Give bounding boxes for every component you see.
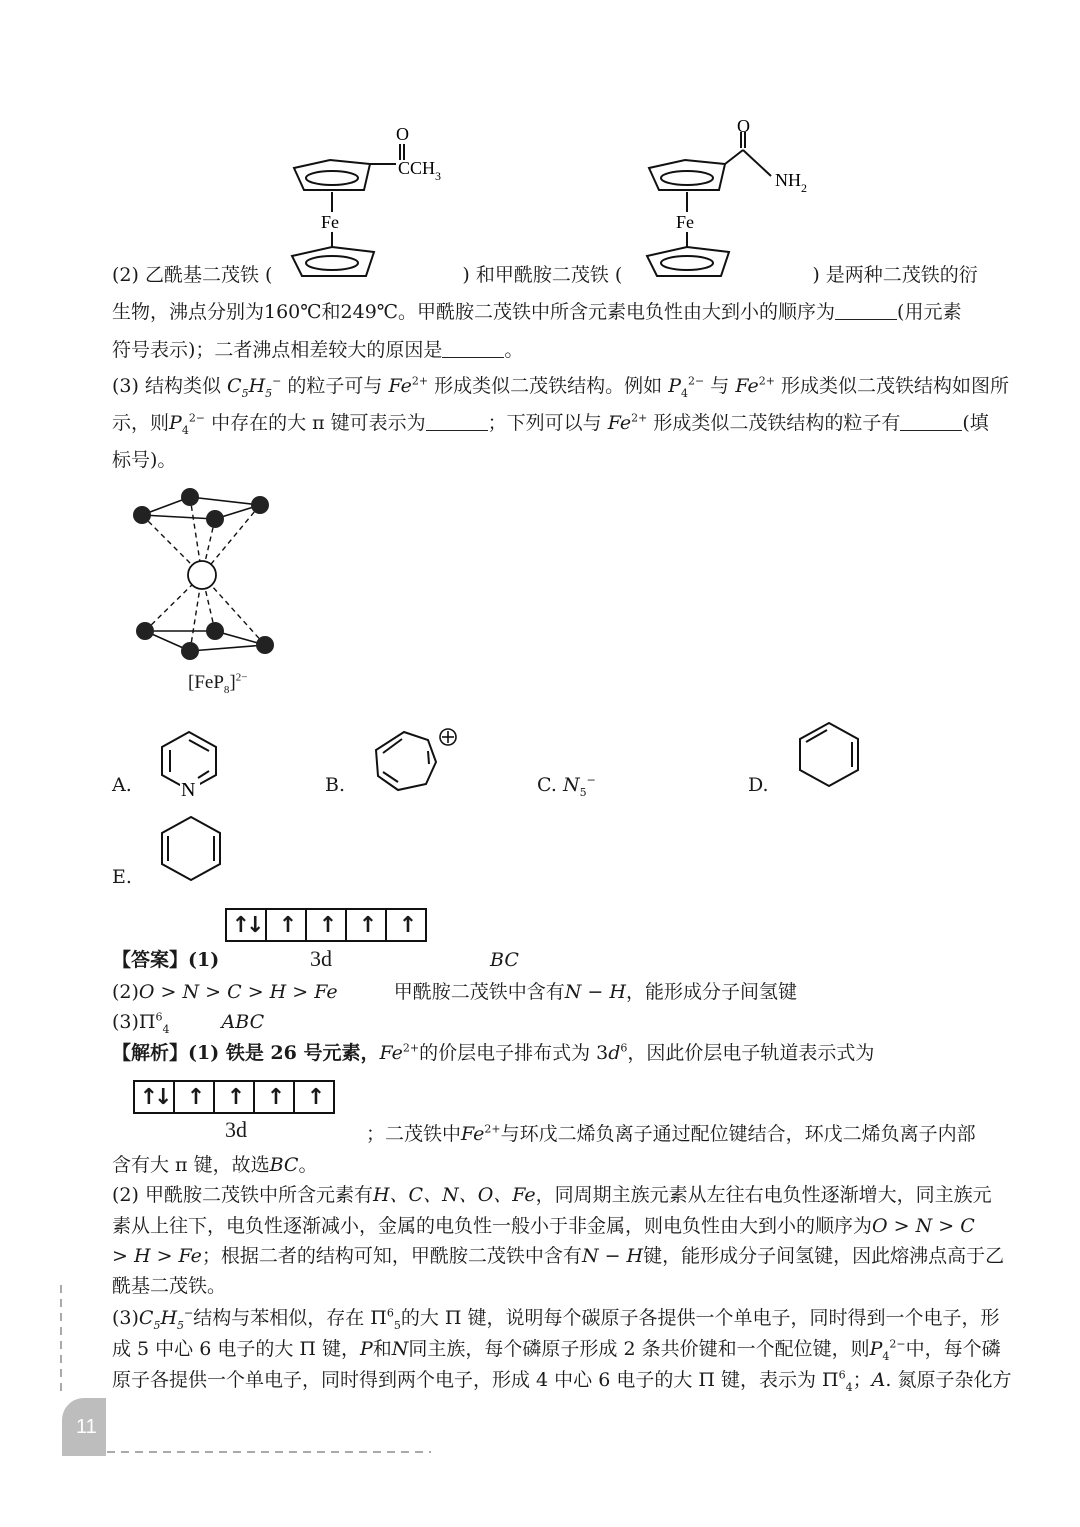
analysis-p2-line-3: > H > Fe；根据二者的结构可知，甲酰胺二茂铁中含有N − H键，能形成分子间氢键，因此熔沸点高于乙 bbox=[112, 1245, 1005, 1267]
answer-blank bbox=[835, 301, 897, 320]
pyridine-n-label: N bbox=[181, 779, 196, 800]
svg-text:CCH3: $CCH_3$ bbox=[398, 158, 442, 183]
analysis-p3-line-2: 成 5 中心 6 电子的大 Π 键，P和N同主族，每个磷原子形成 2 条共价键和一个配位键，则$P_4^{2-}$中，每个磷 bbox=[112, 1337, 1001, 1363]
answer-line-3: $(3)\Pi^6_4$ ABC bbox=[112, 1010, 265, 1036]
option-c: C. $N_5^-$ bbox=[537, 773, 596, 799]
option-a-pyridine bbox=[158, 728, 224, 800]
page-corner-dashed-border bbox=[55, 1285, 435, 1465]
analysis-orbital-diagram bbox=[133, 1080, 335, 1114]
answer-orbital-label: 3d bbox=[310, 946, 332, 971]
analysis-p2-line-1: (2) 甲酰胺二茂铁中所含元素有H、C、N、O、Fe，同周期主族元素从左往右电负性逐渐增大，同主族元 bbox=[112, 1184, 992, 1206]
fep8-sandwich-figure bbox=[120, 485, 290, 660]
page-number: 11 bbox=[76, 1416, 97, 1438]
svg-text:NH2: $NH_2$ bbox=[775, 170, 807, 195]
option-b-tropylium bbox=[368, 726, 464, 798]
answer-orbital-diagram bbox=[225, 908, 427, 942]
option-d-cyclohexadiene bbox=[796, 720, 866, 790]
analysis-p3-line-3: 原子各提供一个单电子，同时得到两个电子，形成 4 中心 6 电子的大 Π 键，表示为 $\Pi^6_4$；A. 氮原子杂化方 bbox=[112, 1368, 1012, 1394]
analysis-p2-line-4: 酰基二茂铁。 bbox=[112, 1275, 227, 1297]
q3-line-2: 示，则$P_4^{2-}$ 中存在的大 π 键可表示为 ；下列可以与 $Fe^{2+}$ 形成类似二茂铁结构的粒子有 (填 bbox=[112, 411, 989, 437]
orbital-box: ↑ bbox=[255, 1082, 295, 1112]
answer-line-1: 【答案】(1) bbox=[112, 949, 220, 971]
orbital-box: ↑ bbox=[307, 910, 347, 940]
orbital-box: ↑ bbox=[398, 912, 414, 938]
q2-line-1: (2) 乙酰基二茂铁 ( ) 和甲酰胺二茂铁 ( ) 是两种二茂铁的衍 bbox=[112, 264, 978, 286]
formamide-fe-label: Fe bbox=[676, 212, 694, 232]
orbital-box: ↑↓ bbox=[227, 910, 267, 940]
option-a-label: A. bbox=[112, 774, 132, 796]
q2-line-2: 生物，沸点分别为160℃和249℃。甲酰胺二茂铁中所含元素电负性由大到小的顺序为 (用元素 bbox=[112, 301, 962, 323]
orbital-box: ↑ bbox=[267, 910, 307, 940]
orbital-box: ↑↓ bbox=[135, 1082, 175, 1112]
analysis-line-2: ；二茂铁中$Fe^{2+}$与环戊二烯负离子通过配位键结合，环戊二烯负离子内部 bbox=[366, 1122, 976, 1145]
orbital-box: ↑ bbox=[306, 1084, 322, 1110]
analysis-p2-line-2: 素从上往下，电负性逐渐减小，金属的电负性一般小于非金属，则电负性由大到小的顺序为O > N > C bbox=[112, 1215, 975, 1237]
q3-line-1: (3) 结构类似 $C_5H_5^-$ 的粒子可与 $Fe^{2+}$ 形成类似二茂铁结构。例如 $P_4^{2-}$ 与 $Fe^{2+}$ 形成类似二茂铁结构如图所 bbox=[112, 374, 1009, 400]
option-e-cyclohexadiene bbox=[158, 814, 228, 884]
orbital-box: ↑ bbox=[175, 1082, 215, 1112]
answer-blank bbox=[900, 412, 962, 431]
option-d-label: D. bbox=[748, 774, 769, 796]
option-e-label: E. bbox=[112, 866, 132, 888]
analysis-line-1: 【解析】(1) 铁是 26 号元素，$Fe^{2+}$的价层电子排布式为 $3d^6$，因此价层电子轨道表示式为 bbox=[112, 1041, 875, 1064]
orbital-box: ↑ bbox=[215, 1082, 255, 1112]
analysis-orbital-label: 3d bbox=[225, 1117, 247, 1142]
answer-blank bbox=[426, 412, 488, 431]
analysis-line-3: 含有大 π 键，故选BC。 bbox=[112, 1154, 318, 1176]
analysis-p3-line-1: $(3)C_5H_5^-$结构与苯相似，存在 $\Pi^6_5$的大 Π 键，说明每个碳原子各提供一个单电子，同时得到一个电子，形 bbox=[112, 1306, 1000, 1332]
formamide-oxygen-label: O bbox=[737, 120, 750, 136]
answer-blank bbox=[442, 339, 504, 358]
answer-line-2: (2)O > N > C > H > Fe 甲酰胺二茂铁中含有N − H，能形成分子间氢键 bbox=[112, 981, 797, 1003]
acetyl-fe-label: Fe bbox=[321, 212, 339, 232]
amide-group-label: NH bbox=[775, 170, 801, 190]
option-b-label: B. bbox=[325, 774, 346, 796]
fep8-label: $[FeP_8]^{2-}$ bbox=[188, 671, 248, 696]
page-number-badge bbox=[62, 1398, 106, 1456]
answer-1-bc: BC bbox=[490, 949, 519, 971]
q2-line-3: 符号表示)；二者沸点相差较大的原因是 。 bbox=[112, 339, 524, 361]
q3-line-3: 标号)。 bbox=[112, 449, 177, 471]
acetyl-group-label: CCH bbox=[398, 158, 436, 178]
orbital-box: ↑ bbox=[347, 910, 387, 940]
acetyl-oxygen-label: O bbox=[396, 124, 409, 144]
